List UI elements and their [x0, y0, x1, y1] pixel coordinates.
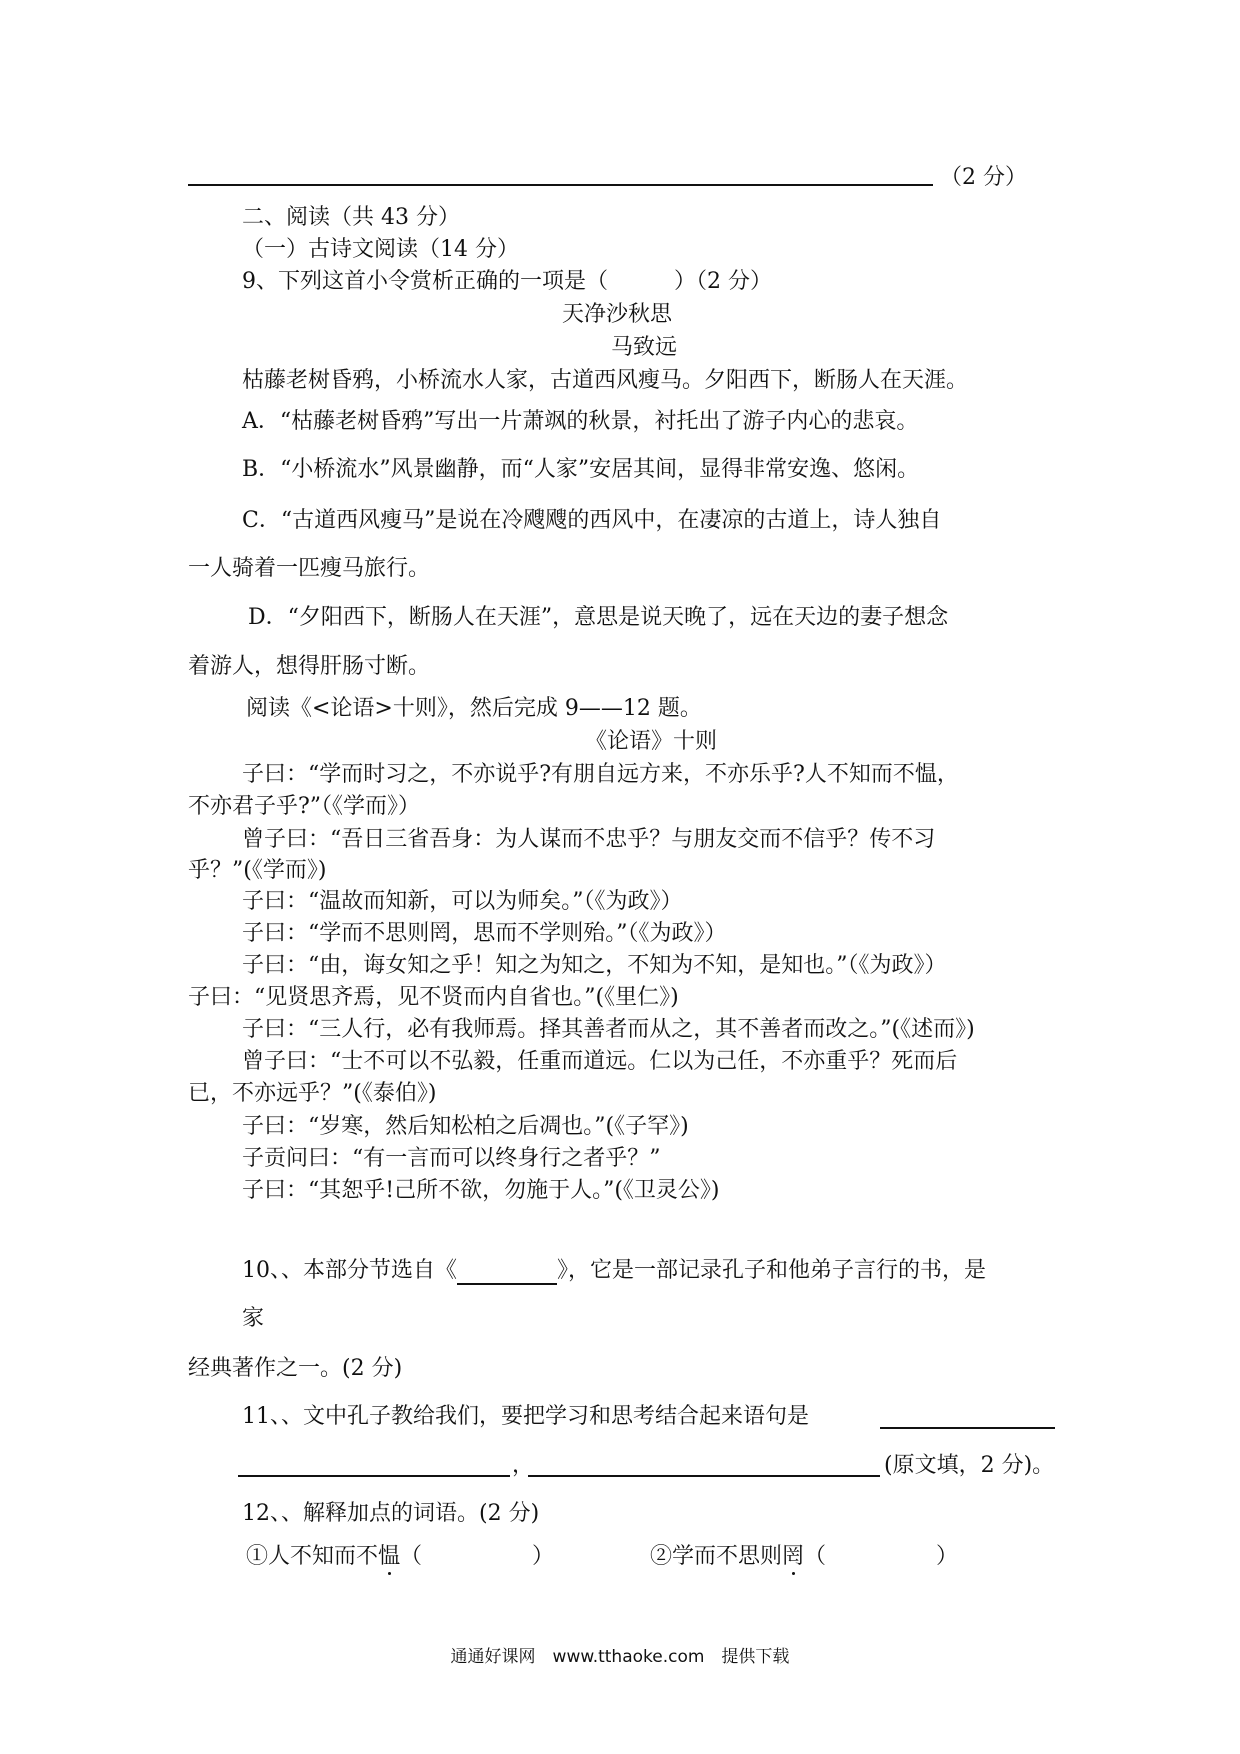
option-d-continued: 着游人，想得肝肠寸断。	[188, 654, 431, 679]
answer-line[interactable]	[238, 1475, 510, 1477]
poem-body: 枯藤老树昏鸦，小桥流水人家，古道西风瘦马。夕阳西下，断肠人在天涯。	[242, 368, 969, 393]
option-b: B．“小桥流水”风景幽静，而“人家”安居其间，显得非常安逸、悠闲。	[242, 457, 920, 482]
passage-line: 子曰：“由，诲女知之乎！知之为知之，不知为不知，是知也。”（《为政》）	[242, 953, 947, 978]
question-12: 12、、解释加点的词语。(2 分)	[242, 1501, 540, 1526]
question-10-continued: 经典著作之一。(2 分)	[188, 1356, 403, 1381]
vocab-item-1	[246, 1543, 554, 1571]
passage-line: 曾子曰：“吾日三省吾身：为人谋而不忠乎？与朋友交而不信乎？传不习	[242, 827, 936, 852]
passage-line: 子曰：“学而时习之，不亦说乎?有朋自远方来，不亦乐乎?人不知而不愠，	[242, 762, 959, 787]
passage-line: 子曰：“其恕乎!己所不欲，勿施于人。”(《卫灵公》)	[242, 1178, 720, 1203]
comma: ，	[512, 1453, 535, 1478]
question-10-continued: 家	[242, 1306, 265, 1331]
answer-line-top	[188, 184, 933, 186]
poem-title: 天净沙秋思	[562, 302, 673, 327]
passage-line: 已，不亦远乎？”(《泰伯》)	[188, 1081, 437, 1106]
option-c: C．“古道西风瘦马”是说在冷飕飕的西风中，在凄凉的古道上，诗人独自	[242, 508, 942, 533]
passage-line: 子曰：“温故而知新，可以为师矣。”（《为政》）	[242, 889, 683, 914]
question-9: 9、下列这首小令赏析正确的一项是（ ）（2 分）	[242, 269, 772, 294]
answer-blank[interactable]	[457, 1261, 557, 1285]
answer-paren[interactable]: （ ）	[804, 1544, 959, 1569]
question-10-suffix: 》，它是一部记录孔子和他弟子言行的书，是	[557, 1258, 987, 1283]
passage-line: 子曰：“学而不思则罔，思而不学则殆。”（《为政》）	[242, 921, 727, 946]
question-11: 11、、文中孔子教给我们，要把学习和思考结合起来语句是	[242, 1404, 809, 1429]
reading-instruction: 阅读《<论语>十则》，然后完成 9——12 题。	[246, 696, 702, 721]
subsection-heading: （一）古诗文阅读（14 分）	[242, 237, 519, 262]
passage-line: 不亦君子乎?”（《学而》）	[188, 794, 421, 819]
question-10-prefix: 10、、本部分节选自《	[242, 1258, 457, 1283]
section-heading: 二、阅读（共 43 分）	[242, 205, 460, 230]
vocab-item-text: ①人不知而不	[246, 1544, 379, 1569]
dotted-word: 愠	[378, 1544, 401, 1569]
question-11-tail: (原文填，2 分)。	[884, 1453, 1055, 1478]
passage-title: 《论语》十则	[585, 729, 718, 754]
poem-author: 马致远	[611, 335, 678, 360]
answer-line[interactable]	[880, 1427, 1055, 1429]
option-a: A．“枯藤老树昏鸦”写出一片萧飒的秋景，衬托出了游子内心的悲哀。	[242, 409, 919, 434]
option-c-continued: 一人骑着一匹瘦马旅行。	[188, 556, 431, 581]
question-10	[242, 1257, 986, 1285]
passage-line: 子曰：“见贤思齐焉，见不贤而内自省也。”(《里仁》)	[188, 985, 679, 1010]
vocab-item-text: ②学而不思则	[650, 1544, 783, 1569]
passage-line: 乎？”(《学而》)	[188, 858, 327, 883]
passage-line: 子曰：“岁寒，然后知松柏之后凋也。”(《子罕》)	[242, 1114, 689, 1139]
answer-paren[interactable]: （ ）	[400, 1544, 555, 1569]
passage-line: 子贡问曰：“有一言而可以终身行之者乎？”	[242, 1146, 661, 1171]
passage-line: 子曰：“三人行，必有我师焉。择其善者而从之，其不善者而改之。”(《述而》)	[242, 1017, 975, 1042]
passage-line: 曾子曰：“士不可以不弘毅，任重而道远。仁以为己任，不亦重乎？死而后	[242, 1049, 958, 1074]
option-d: D．“夕阳西下，断肠人在天涯”，意思是说天晚了，远在天边的妻子想念	[248, 605, 949, 630]
dotted-word: 罔	[782, 1544, 805, 1569]
points-label: （2 分）	[940, 165, 1027, 190]
answer-line[interactable]	[528, 1475, 880, 1477]
page-footer: 通通好课网 www.tthaoke.com 提供下载	[450, 1647, 790, 1667]
vocab-item-2	[650, 1543, 958, 1571]
